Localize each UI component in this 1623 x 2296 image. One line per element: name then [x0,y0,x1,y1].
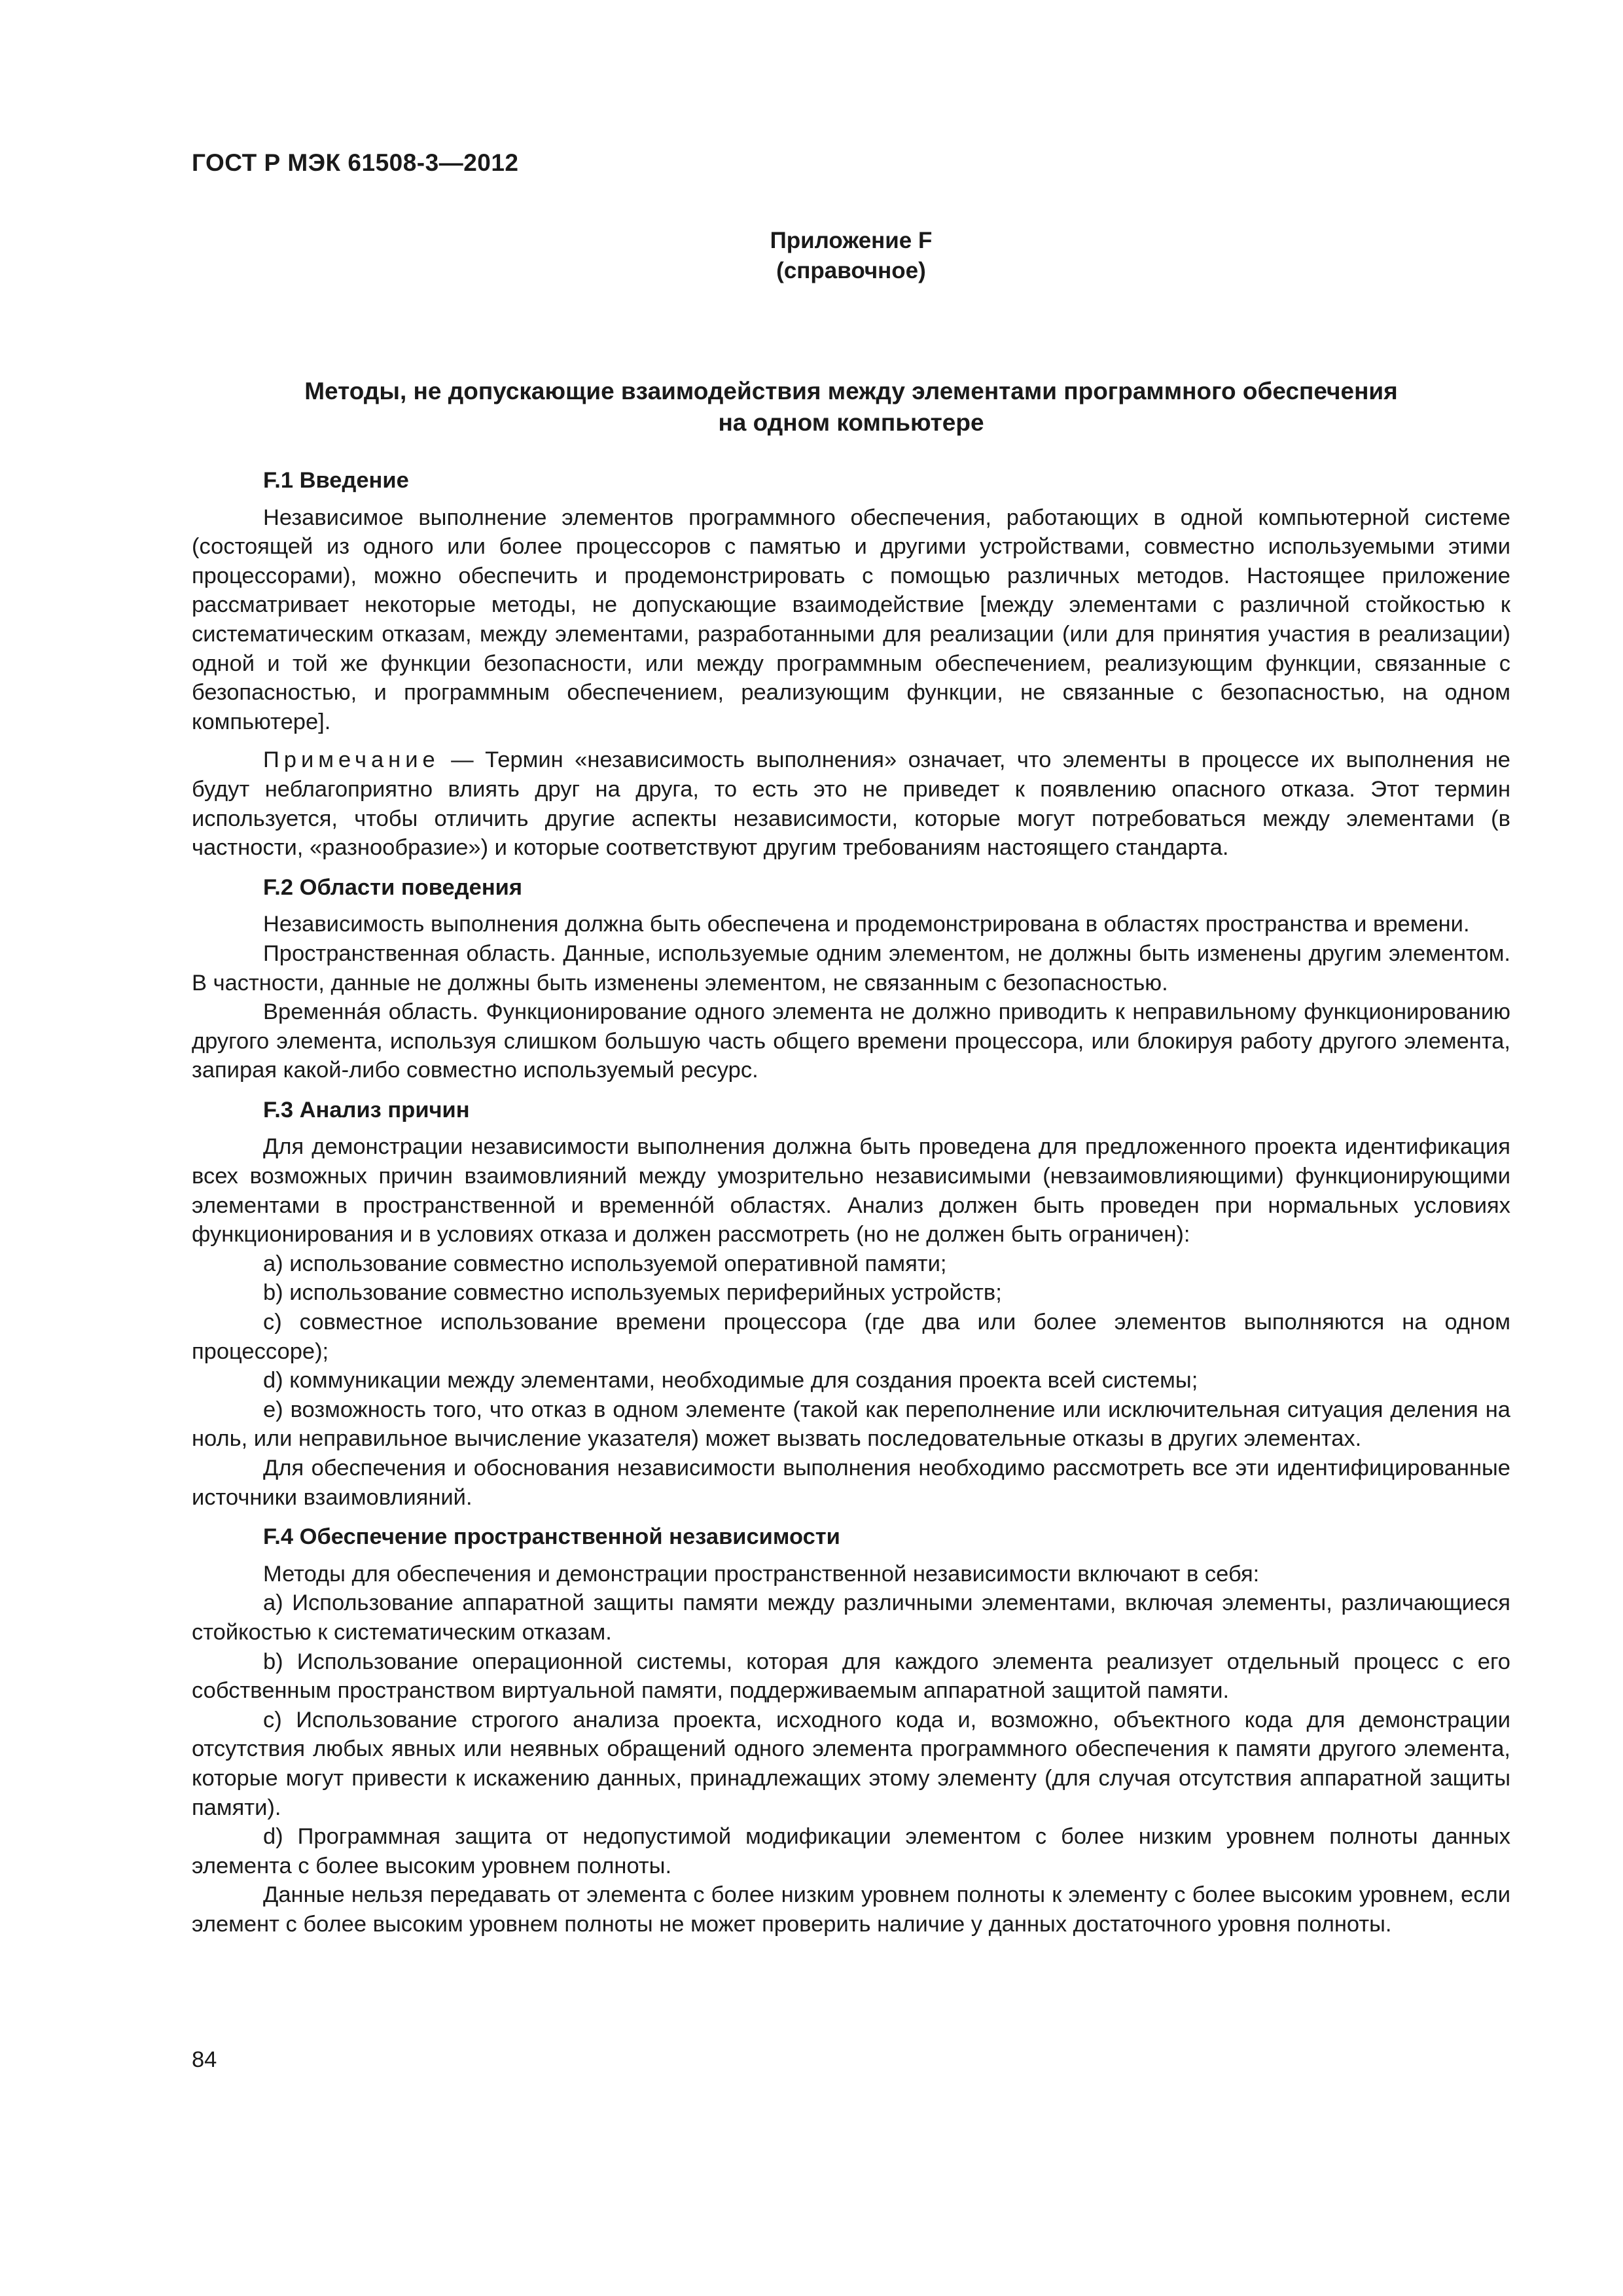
standard-header: ГОСТ Р МЭК 61508-3—2012 [192,149,519,176]
list-item: b) использование совместно используемых периферийных устройств; [263,1280,1002,1306]
document-title [192,376,1510,439]
list-item: d) коммуникации между элементами, необходимые для создания проекта всей системы; [263,1368,1198,1393]
section-heading-f3: F.3 Анализ причин [263,1097,470,1122]
list-item: d) Программная защита от недопустимой модификации элементом с более низким уровнем полноты данных элемента с более высоким уровнем полноты. [192,1824,1510,1878]
paragraph: Методы для обеспечения и демонстрации пространственной независимости включают в себя: [263,1561,1260,1587]
section-heading-f2: F.2 Области поведения [263,874,522,900]
list-item: c) совместное использование времени процессора (где два или более элементов выполняются на одном процессоре); [192,1310,1510,1364]
note-label: Примечание [263,747,440,773]
list-item: a) использование совместно используемой оперативной памяти; [263,1251,947,1276]
title-line-2: на одном компьютере [718,409,984,436]
list-item: a) Использование аппаратной защиты памяти между различными элементами, включая элементы, различающиеся стойкостью к систематическим отказам. [192,1590,1510,1645]
list-item: b) Использование операционной системы, которая для каждого элемента реализует отдельный процесс с его собственным пространством виртуальной памяти, поддерживаемым аппаратной защитой памяти. [192,1649,1510,1704]
note-text: — Термин «независимость выполнения» означает, что элементы в процессе их выполнения не будут неблагоприятно влиять друг на друга, то есть это не приведет к появлению опасного отказа. Этот термин используется, чтобы отличить другие аспекты независимости, которые могут потребоваться между элементами (в частности, «разнообразие») и которые соответствуют другим требованиям настоящего стандарта. [192,747,1510,861]
list-item: c) Использование строгого анализа проекта, исходного кода и, возможно, объектного кода для демонстрации отсутствия любых явных или неявных обращений одного элемента программного обеспечения к памяти другого элемента, которые могут привести к искажению данных, принадлежащих этому элементу (для случая отсутствия аппаратной защиты памяти). [192,1707,1510,1820]
title-line-1: Методы, не допускающие взаимодействия между элементами программного обеспечения [304,378,1398,404]
section-heading-f4: F.4 Обеспечение пространственной независимости [263,1524,840,1550]
appendix-heading [192,226,1510,286]
document-body [192,466,1510,1939]
paragraph: Временнáя область. Функционирование одного элемента не должно приводить к неправильному функционированию другого элемента, используя слишком большую часть общего времени процессора, или блокируя работу другого элемента, запирая какой-либо совместно используемый ресурс. [192,999,1510,1083]
paragraph: Данные нельзя передавать от элемента с более низким уровнем полноты к элементу с более высоким уровнем, если элемент с более высоким уровнем полноты не может проверить наличие у данных достаточного уровня полноты. [192,1882,1510,1937]
paragraph: Независимость выполнения должна быть обеспечена и продемонстрирована в областях пространства и времени. [263,912,1470,937]
paragraph: Для демонстрации независимости выполнения должна быть проведена для предложенного проекта идентификация всех возможных причин взаимовлияний между умозрительно независимыми (невзаимовлияющими) функционирующими элементами в пространственной и временнóй областях. Анализ должен быть проведен при нормальных условиях функционирования и в условиях отказа и должен рассмотреть (но не должен быть ограничен): [192,1134,1510,1247]
section-heading-f1: F.1 Введение [263,468,409,493]
paragraph: Независимое выполнение элементов программного обеспечения, работающих в одной компьютерной системе (состоящей из одного или более процессоров с памятью и другими устройствами, совместно используемыми этими процессорами), можно обеспечить и продемонстрировать с помощью различных методов. Настоящее приложение рассматривает некоторые методы, не допускающие взаимодействие [между элементами с различной стойкостью к систематическим отказам, между элементами, разработанными для реализации (или для принятия участия в реализации) одной и той же функции безопасности, или между программным обеспечением, реализующим функции, связанные с безопасностью, и программным обеспечением, реализующим функции, не связанные с безопасностью, на одном компьютере]. [192,505,1510,734]
page-number: 84 [192,2047,217,2072]
document-page [192,0,1510,2296]
appendix-title: Приложение F [770,228,933,253]
paragraph: Для обеспечения и обоснования независимости выполнения необходимо рассмотреть все эти идентифицированные источники взаимовлияний. [192,1456,1510,1510]
paragraph: Пространственная область. Данные, используемые одним элементом, не должны быть изменены другим элементом. В частности, данные не должны быть изменены элементом, не связанным с безопасностью. [192,941,1510,996]
appendix-type: (справочное) [776,258,926,283]
list-item: e) возможность того, что отказ в одном элементе (такой как переполнение или исключительная ситуация деления на ноль, или неправильное вычисление указателя) может вызвать последовательные отказы в других элементах. [192,1397,1510,1452]
note [192,745,1510,862]
